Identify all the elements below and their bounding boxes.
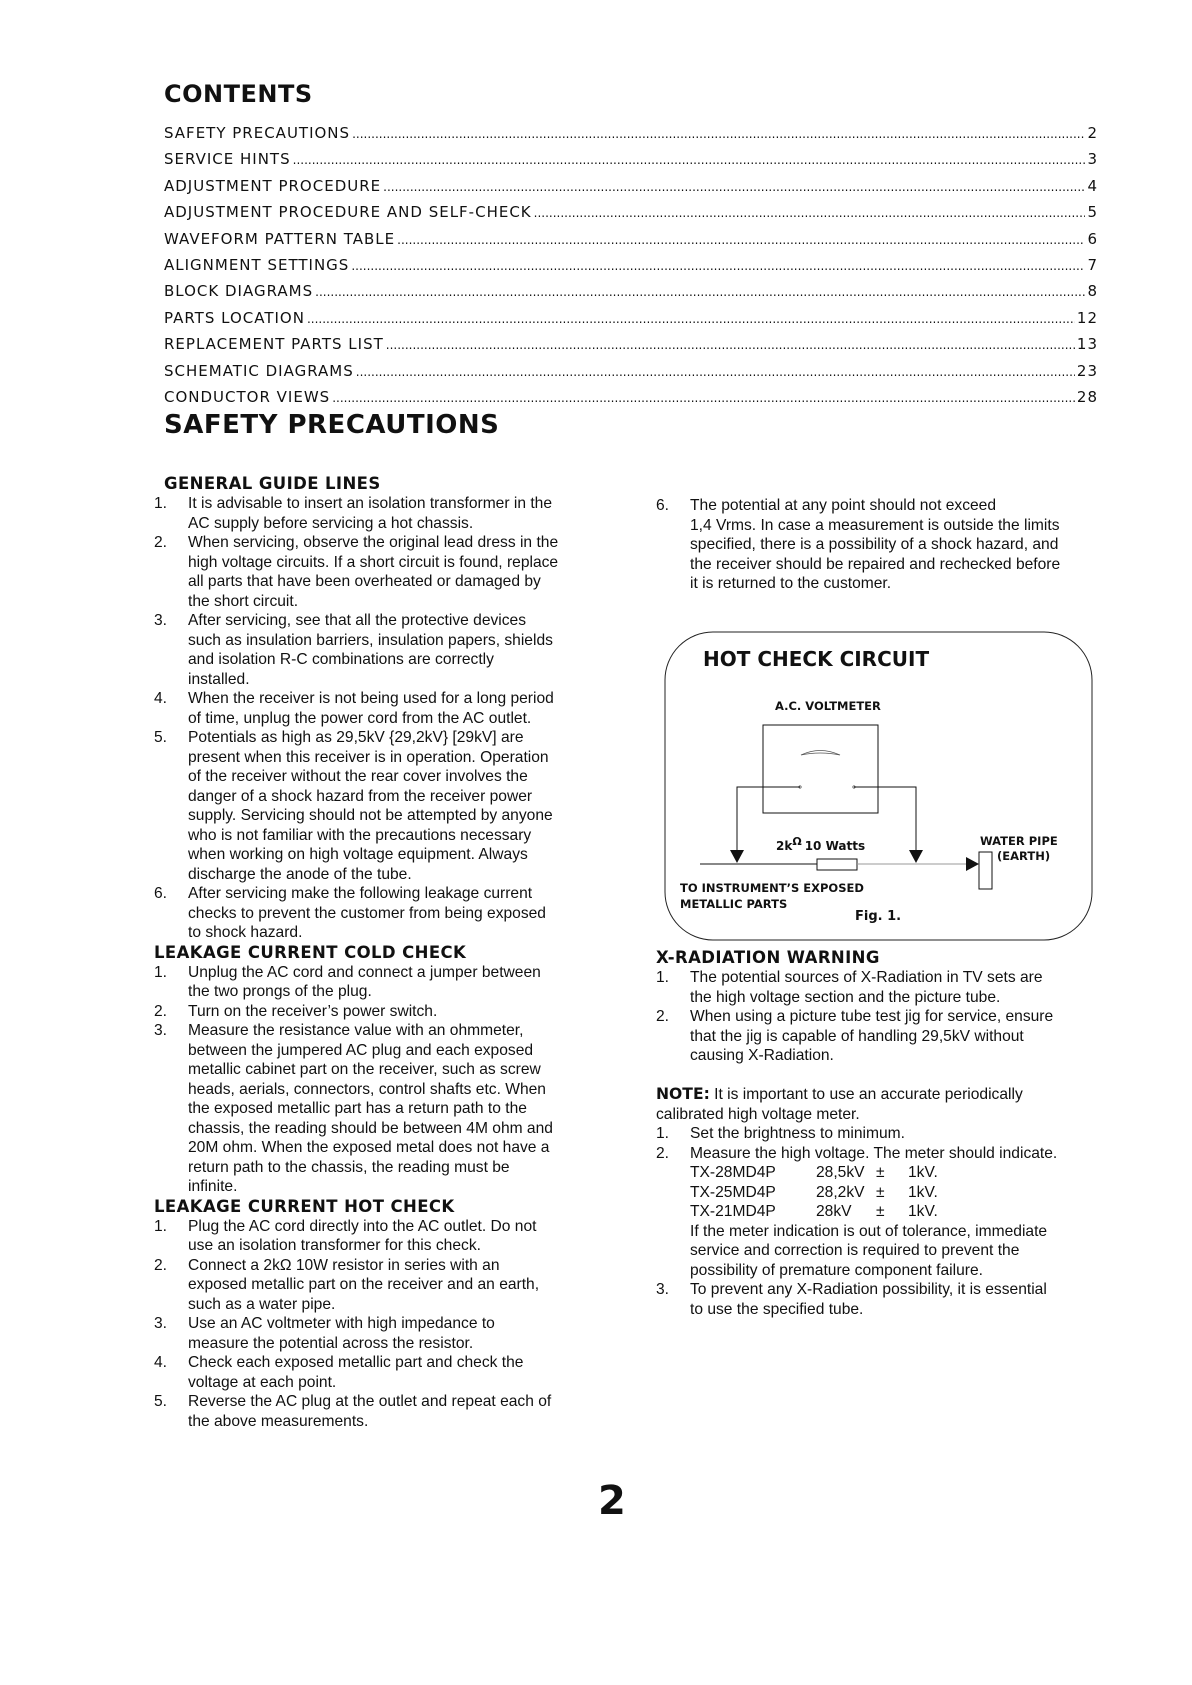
- voltage-pm: ±: [876, 1203, 885, 1220]
- toc-entry[interactable]: [164, 362, 1098, 388]
- toc-entry-page: 3: [1087, 150, 1098, 169]
- figure-caption: Fig. 1.: [855, 909, 902, 924]
- list-item: [154, 1392, 594, 1431]
- text-line: to shock hazard.: [188, 924, 303, 941]
- note-line: [656, 1085, 1096, 1105]
- note-text: It is important to use an accurate periodically: [709, 1086, 1023, 1103]
- list-item-text: [188, 1256, 539, 1315]
- list-item: [154, 884, 594, 943]
- text-line: Set the brightness to minimum.: [690, 1125, 905, 1142]
- list-item-number: 6.: [656, 497, 670, 514]
- text-line: installed.: [188, 670, 250, 688]
- text-line: The potential sources of X-Radiation in TV sets are: [690, 969, 1043, 986]
- list-item-number: 4.: [154, 1354, 168, 1371]
- safety-title: SAFETY PRECAUTIONS: [164, 410, 500, 440]
- list-item-number: 1.: [656, 969, 670, 986]
- list-item: [154, 689, 594, 728]
- toc-entry-label: SCHEMATIC DIAGRAMS: [164, 361, 354, 380]
- toc-entry-label: SAFETY PRECAUTIONS: [164, 124, 351, 142]
- toc-leader-dots: [534, 206, 1086, 220]
- toc-leader-dots: [307, 312, 1075, 326]
- text-line: voltage at each point.: [188, 1373, 337, 1391]
- text-line: the two prongs of the plug.: [188, 983, 372, 1000]
- voltage-pm: ±: [876, 1183, 885, 1201]
- toc-leader-dots: [397, 233, 1085, 247]
- list-item-number: 1.: [656, 1125, 670, 1142]
- svg-text:2kΩ10 Watts: 2kΩ 10 Watts: [776, 835, 866, 853]
- toc-entry[interactable]: [164, 282, 1098, 308]
- voltage-pm: ±: [876, 1164, 885, 1181]
- text-line: Use an AC voltmeter with high impedance to: [188, 1315, 495, 1332]
- list-item-text: [188, 689, 554, 728]
- text-line: when working on high voltage equipment. Always: [188, 846, 528, 863]
- list-item: [154, 1217, 594, 1256]
- text-line: such as a water pipe.: [188, 1295, 336, 1313]
- toc-entry-page: 23: [1076, 361, 1098, 380]
- text-line: Potentials as high as 29,5kV {29,2kV} [29kV] are: [188, 729, 524, 746]
- text-line: When using a picture tube test jig for service, ensure: [690, 1008, 1054, 1025]
- text-line: the above measurements.: [188, 1412, 369, 1430]
- text-line: to use the specified tube.: [690, 1300, 864, 1318]
- hot-check-heading: LEAKAGE CURRENT HOT CHECK: [154, 1196, 455, 1216]
- left-column: [154, 474, 594, 1431]
- toc-entry[interactable]: [164, 203, 1098, 229]
- toc-entry[interactable]: [164, 177, 1098, 203]
- voltage-row: [690, 1202, 1096, 1222]
- toc-entry[interactable]: [164, 335, 1098, 361]
- text-line: of time, unplug the power cord from the AC outlet.: [188, 709, 532, 727]
- text-line: Check each exposed metallic part and check the: [188, 1354, 524, 1371]
- list-item: [154, 611, 594, 689]
- voltage-value: 28,5kV: [816, 1164, 865, 1181]
- toc-entry-page: 5: [1087, 203, 1098, 222]
- text-line: danger of a shock hazard from the receiver power: [188, 787, 533, 805]
- meter-needle-arc-icon: [801, 751, 840, 756]
- list-item-text: [188, 494, 552, 533]
- water-pipe: [979, 852, 992, 889]
- note-label: NOTE:: [656, 1085, 710, 1103]
- list-item: [656, 1280, 1096, 1319]
- toc-entry-page: 12: [1076, 308, 1098, 327]
- voltage-row: [690, 1183, 1096, 1203]
- toc-leader-dots: [352, 127, 1085, 141]
- cold-check-heading: LEAKAGE CURRENT COLD CHECK: [154, 942, 467, 962]
- text-line: return path to the chassis, the reading must be: [188, 1158, 510, 1176]
- text-line: use an isolation transformer for this check.: [188, 1237, 481, 1254]
- toc-leader-dots: [293, 153, 1086, 167]
- list-item: [154, 494, 594, 533]
- toc-entry-page: 8: [1087, 282, 1098, 301]
- list-item-number: 6.: [154, 885, 168, 902]
- list-item: [656, 1144, 1096, 1164]
- page-number: 2: [598, 1478, 626, 1524]
- list-item: [154, 728, 594, 884]
- list-item-text: [188, 533, 558, 611]
- toc-leader-dots: [351, 259, 1085, 273]
- toc-leader-dots: [315, 285, 1085, 299]
- voltage-tol: 1kV.: [908, 1164, 938, 1181]
- list-item-text: [188, 611, 553, 689]
- list-item-text: [690, 496, 1060, 594]
- instrument-parts-label-1: TO INSTRUMENT’S EXPOSED: [680, 881, 864, 895]
- list-item-text: [188, 884, 546, 943]
- text-line: possibility of premature component failure.: [690, 1261, 983, 1279]
- contents-title: CONTENTS: [164, 80, 313, 108]
- text-line: Unplug the AC cord and connect a jumper between: [188, 963, 541, 981]
- list-item-text: [690, 968, 1043, 1007]
- instrument-parts-label-2: METALLIC PARTS: [680, 897, 788, 911]
- text-line: After servicing make the following leakage current: [188, 885, 533, 902]
- text-line: Measure the high voltage. The meter should indicate.: [690, 1144, 1058, 1162]
- list-item-text: [690, 1144, 1057, 1164]
- text-line: supply. Servicing should not be attempted by anyone: [188, 807, 553, 824]
- text-line: It is advisable to insert an isolation transformer in the: [188, 495, 553, 512]
- left-probe-arrow-icon: [730, 850, 744, 863]
- list-item-number: 2.: [154, 1002, 168, 1020]
- voltage-model: TX-21MD4P: [690, 1203, 776, 1220]
- right-column-bottom: [656, 948, 1096, 1319]
- text-line: AC supply before servicing a hot chassis.: [188, 514, 474, 532]
- list-item: [154, 1002, 594, 1022]
- resistor: [817, 859, 857, 870]
- toc-entry[interactable]: [164, 309, 1098, 335]
- text-line: all parts that have been overheated or damaged by: [188, 573, 541, 590]
- toc-entry-page: 7: [1087, 255, 1098, 274]
- toc-entry-page: 13: [1076, 335, 1098, 354]
- text-line: Plug the AC cord directly into the AC outlet. Do not: [188, 1217, 537, 1235]
- list-item-text: [690, 1124, 905, 1144]
- list-item: [656, 1007, 1096, 1066]
- note-line: calibrated high voltage meter.: [656, 1105, 860, 1123]
- voltmeter-box: [763, 725, 878, 813]
- text-line: exposed metallic part on the receiver and an earth,: [188, 1276, 540, 1293]
- text-line: of the receiver without the rear cover involves the: [188, 768, 528, 785]
- list-item-text: [690, 1007, 1053, 1066]
- earth-label: (EARTH): [997, 849, 1051, 863]
- figure-title: HOT CHECK CIRCUIT: [703, 647, 930, 671]
- text-line: 20M ohm. When the exposed metal does not have a: [188, 1139, 550, 1156]
- text-line: To prevent any X-Radiation possibility, it is essential: [690, 1281, 1047, 1298]
- text-line: it is returned to the customer.: [690, 575, 892, 592]
- list-item-text: [690, 1280, 1047, 1319]
- toc-leader-dots: [386, 338, 1075, 352]
- right-probe-arrow-icon: [909, 850, 923, 863]
- toc-entry[interactable]: [164, 256, 1098, 282]
- text-line: the short circuit.: [188, 592, 299, 610]
- general-heading: GENERAL GUIDE LINES: [164, 474, 381, 493]
- list-item-number: 1.: [154, 495, 168, 512]
- text-line: If the meter indication is out of tolerance, immediate: [690, 1222, 1048, 1240]
- list-item-number: 3.: [154, 1315, 168, 1332]
- list-item-number: 2.: [656, 1008, 670, 1025]
- text-line: and isolation R-C combinations are correctly: [188, 651, 494, 668]
- toc-entry[interactable]: [164, 150, 1098, 176]
- list-item-number: 3.: [154, 1022, 168, 1039]
- list-item-text: [188, 1392, 551, 1431]
- voltage-value: 28,2kV: [816, 1183, 865, 1201]
- voltage-value: 28kV: [816, 1203, 852, 1220]
- hot-check-circuit-figure: [660, 630, 1100, 944]
- list-item-text: [188, 1314, 495, 1353]
- text-line: metallic cabinet part on the receiver, such as screw: [188, 1061, 541, 1078]
- text-line: specified, there is a possibility of a shock hazard, and: [690, 536, 1059, 553]
- text-line: When the receiver is not being used for a long period: [188, 690, 554, 707]
- text-line: The potential at any point should not exceed: [690, 497, 997, 514]
- text-line: Measure the resistance value with an ohmmeter,: [188, 1022, 524, 1039]
- text-line: the exposed metallic part has a return path to the: [188, 1100, 527, 1117]
- toc-entry-page: 28: [1076, 387, 1098, 406]
- toc-entry-page: 4: [1087, 176, 1098, 195]
- list-item-number: 4.: [154, 690, 168, 707]
- list-item-number: 5.: [154, 729, 168, 746]
- xray-heading: X-RADIATION WARNING: [656, 948, 880, 967]
- voltage-model: TX-28MD4P: [690, 1164, 776, 1181]
- toc-entry-page: 2: [1087, 124, 1098, 142]
- toc-entry-label: BLOCK DIAGRAMS: [164, 282, 314, 301]
- list-item: [656, 1124, 1096, 1144]
- list-item-text: [188, 963, 541, 1002]
- list-item: [154, 1353, 594, 1392]
- text-line: chassis, the reading should be between 4M ohm and: [188, 1119, 553, 1137]
- water-pipe-label: WATER PIPE: [980, 834, 1058, 848]
- voltage-row: [690, 1163, 1096, 1183]
- list-item: [154, 963, 594, 1002]
- toc-entry-label: REPLACEMENT PARTS LIST: [164, 335, 384, 354]
- list-item-number: 3.: [656, 1281, 670, 1298]
- text-line: Reverse the AC plug at the outlet and repeat each of: [188, 1393, 552, 1410]
- toc-entry-label: PARTS LOCATION: [164, 308, 305, 327]
- text-line: When servicing, observe the original lead dress in the: [188, 534, 559, 551]
- text-line: the receiver should be repaired and rechecked before: [690, 555, 1061, 573]
- list-item-number: 5.: [154, 1393, 168, 1410]
- list-item: [656, 496, 1096, 594]
- table-of-contents: [164, 124, 1098, 414]
- list-item-text: [188, 728, 553, 884]
- list-item-text: [188, 1021, 553, 1197]
- list-item-number: 1.: [154, 963, 168, 981]
- text-line: discharge the anode of the tube.: [188, 865, 412, 883]
- toc-leader-dots: [383, 180, 1085, 194]
- list-item-text: [188, 1353, 523, 1392]
- list-item: [154, 1256, 594, 1315]
- text-line: After servicing, see that all the protective devices: [188, 612, 527, 629]
- text-line: Connect a 2kΩ 10W resistor in series with an: [188, 1256, 500, 1274]
- text-line: infinite.: [188, 1178, 238, 1195]
- toc-entry-label: SERVICE HINTS: [164, 150, 291, 169]
- toc-entry[interactable]: [164, 124, 1098, 150]
- text-line: such as insulation barriers, insulation papers, shields: [188, 631, 553, 649]
- toc-leader-dots: [356, 365, 1075, 379]
- text-line: present when this receiver is in operation. Operation: [188, 748, 549, 766]
- list-item-number: 3.: [154, 612, 168, 629]
- text-line: checks to prevent the customer from being exposed: [188, 904, 546, 922]
- text-line: heads, aerials, connectors, control shafts etc. When: [188, 1080, 546, 1098]
- text-line: the high voltage section and the picture tube.: [690, 988, 1001, 1006]
- toc-entry-page: 6: [1087, 229, 1098, 248]
- toc-entry-label: CONDUCTOR VIEWS: [164, 387, 331, 406]
- toc-entry-label: WAVEFORM PATTERN TABLE: [164, 229, 396, 248]
- right-column-top: [656, 496, 1096, 594]
- text-line: 1,4 Vrms. In case a measurement is outside the limits: [690, 516, 1060, 534]
- text-line: service and correction is required to prevent the: [690, 1242, 1020, 1259]
- earth-arrow-icon: [966, 857, 979, 871]
- list-item: [656, 968, 1096, 1007]
- text-line: who is not familiar with the precautions necessary: [188, 826, 532, 844]
- list-item-number: 2.: [154, 534, 168, 551]
- toc-leader-dots: [332, 391, 1075, 405]
- list-item-text: [188, 1217, 536, 1256]
- list-item: [154, 1314, 594, 1353]
- toc-entry-label: ALIGNMENT SETTINGS: [164, 255, 350, 274]
- text-line: Turn on the receiver’s power switch.: [188, 1002, 438, 1020]
- voltmeter-label: A.C. VOLTMETER: [775, 699, 881, 713]
- list-item-number: 1.: [154, 1217, 168, 1235]
- text-line: measure the potential across the resistor.: [188, 1334, 474, 1352]
- voltage-model: TX-25MD4P: [690, 1183, 776, 1201]
- text-line: that the jig is capable of handling 29,5kV without: [690, 1027, 1024, 1045]
- list-item: [154, 1021, 594, 1197]
- list-item-number: 2.: [656, 1144, 670, 1162]
- list-item-number: 2.: [154, 1256, 168, 1274]
- list-item-text: [188, 1002, 437, 1022]
- text-line: causing X-Radiation.: [690, 1047, 834, 1064]
- text-line: between the jumpered AC plug and each exposed: [188, 1041, 534, 1059]
- toc-entry-label: ADJUSTMENT PROCEDURE AND SELF-CHECK: [164, 203, 532, 222]
- voltage-tol: 1kV.: [908, 1183, 938, 1201]
- text-line: high voltage circuits. If a short circuit is found, replace: [188, 553, 559, 571]
- toc-entry-label: ADJUSTMENT PROCEDURE: [164, 176, 382, 195]
- spacer: [656, 1066, 1096, 1086]
- list-item: [154, 533, 594, 611]
- toc-entry[interactable]: [164, 230, 1098, 256]
- voltage-tol: 1kV.: [908, 1203, 938, 1220]
